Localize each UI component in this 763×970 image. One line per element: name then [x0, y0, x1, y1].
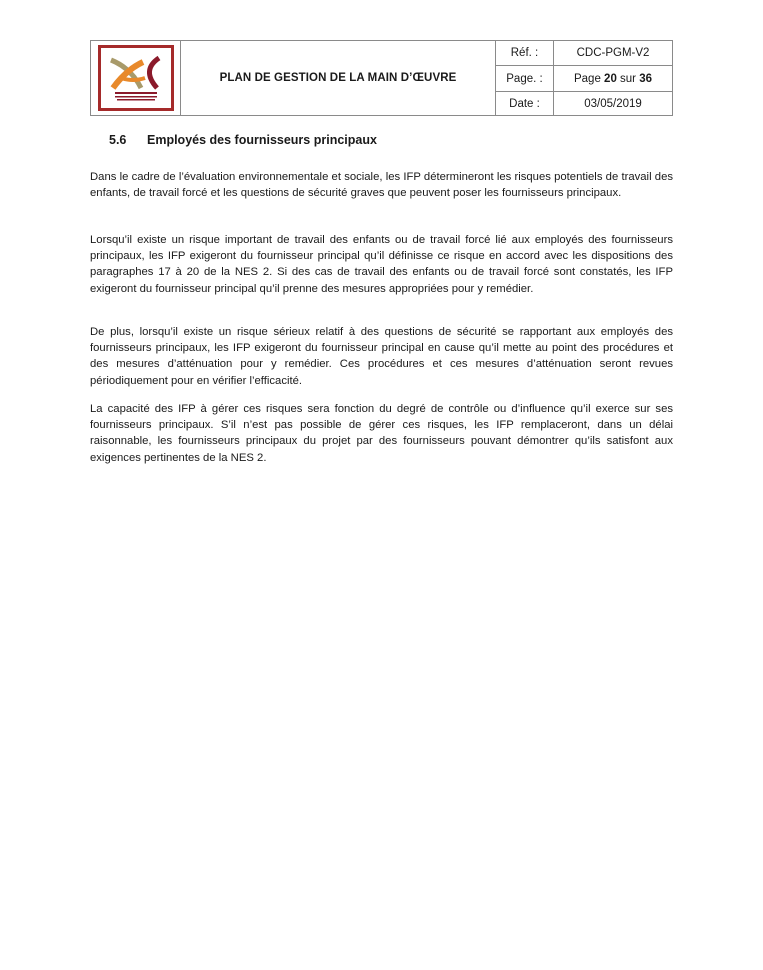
document-header-table	[90, 40, 673, 116]
caisse-des-depots-logo	[98, 45, 174, 111]
logo-cell	[91, 41, 181, 115]
logo-arabic-text	[115, 92, 157, 94]
logo-caption-line-2	[117, 99, 155, 101]
paragraph-2: Lorsqu’il existe un risque important de travail des enfants ou de travail forcé lié aux employés des fournisseurs principaux, les IFP exigeront du fournisseur principal qu’il définisse ce risque en accord avec les dispositions des paragraphes 17 à 20 de la NES 2. Si des cas de travail des enfants ou de travail forcé sont constatés, les IFP exigeront du fournisseur principal qu’il prenne des mesures appropriées pour y remédier.	[90, 234, 673, 295]
page-label: Page. :	[496, 66, 554, 92]
date-label: Date :	[496, 92, 554, 115]
section-title: Employés des fournisseurs principaux	[147, 133, 377, 147]
section-number: 5.6	[109, 133, 127, 147]
logo-emblem-icon	[101, 48, 171, 108]
section-heading	[109, 133, 377, 147]
page-prefix: Page	[573, 72, 605, 85]
document-title: PLAN DE GESTION DE LA MAIN D’ŒUVRE	[181, 41, 496, 115]
date-value: 03/05/2019	[584, 97, 642, 110]
paragraph-3: De plus, lorsqu’il existe un risque sérieux relatif à des questions de sécurité se rapportant aux employés des fournisseurs principaux, les IFP exigeront du fournisseur principal en cause qu’il mette au point des procédures et des mesures d’atténuation pour y remédier. Ces procédures et ces mesures d’atténuation seront revues périodiquement pour en vérifier l’efficacité.	[90, 326, 673, 387]
page-sur: sur	[616, 72, 640, 85]
ref-value: CDC-PGM-V2	[554, 41, 672, 66]
logo-caption-line-1	[115, 96, 157, 98]
paragraph-4: La capacité des IFP à gérer ces risques sera fonction du degré de contrôle ou d’influence qu’il exerce sur ses fournisseurs principaux. S’il n’est pas possible de gérer ces risques, les IFP remplaceront, dans un délai raisonnable, les fournisseurs principaux du projet par des fournisseurs pouvant démontrer qu’ils satisfont aux exigences pertinentes de la NES 2.	[90, 403, 673, 464]
page-indicator	[554, 66, 672, 92]
paragraph-1: Dans le cadre de l’évaluation environnementale et sociale, les IFP détermineront les risques potentiels de travail des enfants, de travail forcé et les questions de sécurité graves que peuvent poser les fournisseurs principaux.	[90, 171, 673, 200]
page-total: 36	[639, 72, 653, 85]
page-number: 20	[604, 72, 617, 85]
ref-label: Réf. :	[496, 41, 554, 66]
